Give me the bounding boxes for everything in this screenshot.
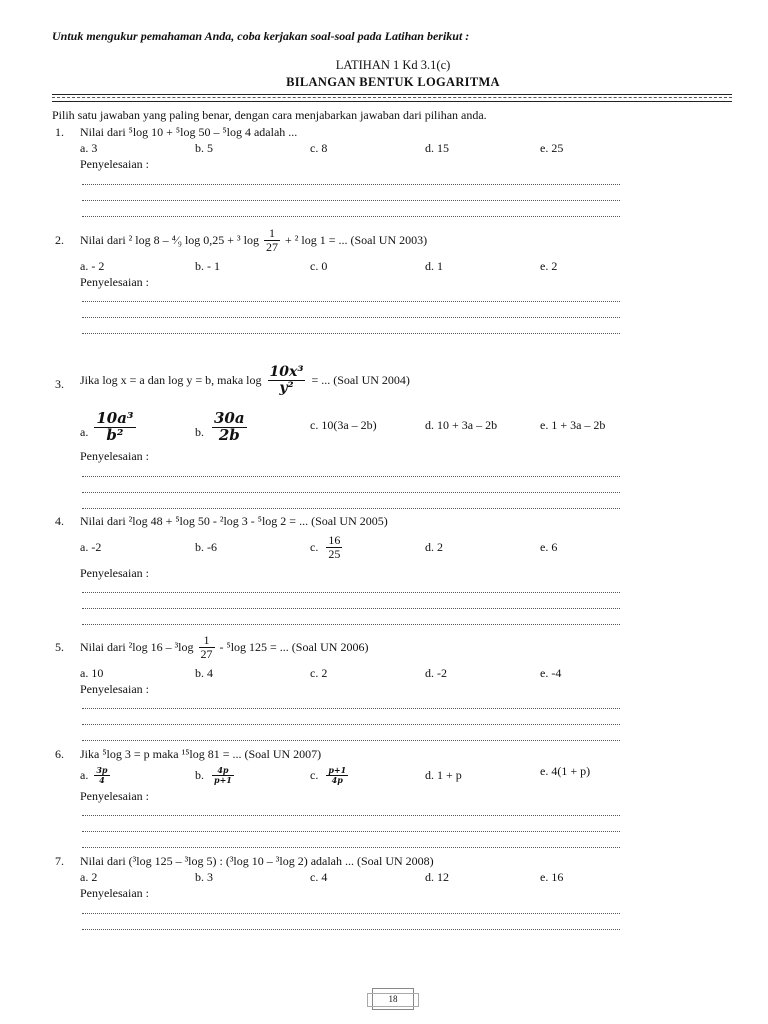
option-e: e. 16 — [540, 870, 564, 884]
option-b — [195, 762, 234, 788]
numerator: 1 — [264, 227, 280, 241]
option-c: c. 10(3a – 2b) — [310, 418, 377, 432]
option-b: b. 3 — [195, 870, 213, 884]
answer-line — [82, 333, 620, 334]
question-text-end: - ⁵log 125 = ... (Soal UN 2006) — [219, 639, 369, 654]
question-text: Jika ⁵log 3 = p maka ¹⁵log 81 = ... (Soal UN 2007) — [80, 747, 322, 761]
question-text: Nilai dari ²log 48 + ⁵log 50 - ²log 3 - ⁵log 2 = ... (Soal UN 2005) — [80, 514, 388, 528]
answer-line — [82, 847, 620, 848]
denominator: p+1 — [214, 774, 232, 785]
page-number: 18 — [372, 988, 414, 1010]
double-divider — [52, 94, 732, 102]
numerator: 3p — [96, 765, 108, 776]
numerator: 10x³ — [269, 363, 304, 380]
option-a — [80, 406, 136, 448]
answer-line — [82, 476, 620, 477]
fraction — [212, 766, 234, 784]
question-text-start: Nilai dari ²log 16 – ³log — [80, 639, 194, 654]
option-d: d. 12 — [425, 870, 449, 884]
option-d: d. 15 — [425, 141, 449, 155]
fraction — [326, 766, 348, 784]
answer-line — [82, 301, 620, 302]
option-c: c. 8 — [310, 141, 328, 155]
fraction — [212, 408, 247, 444]
option-b-letter: b. — [195, 424, 204, 439]
numerator: 16 — [328, 532, 341, 547]
option-b — [195, 406, 247, 448]
solution-label: Penyelesaian : — [80, 449, 149, 463]
answer-line — [82, 216, 620, 217]
numerator: 10a³ — [96, 408, 134, 427]
denominator: 4p — [331, 774, 343, 785]
solution-label: Penyelesaian : — [80, 566, 149, 580]
question-text-end: + ² log 1 = ... (Soal UN 2003) — [285, 232, 428, 247]
option-a: a. -2 — [80, 540, 102, 554]
option-e: e. 1 + 3a – 2b — [540, 418, 606, 432]
question-text — [80, 630, 368, 664]
fraction — [94, 766, 109, 784]
denominator: 4 — [99, 774, 105, 785]
option-e: e. 6 — [540, 540, 558, 554]
question-number: 3. — [55, 377, 64, 391]
answer-line — [82, 317, 620, 318]
option-b: b. -6 — [195, 540, 217, 554]
answer-line — [82, 624, 620, 625]
solution-label: Penyelesaian : — [80, 886, 149, 900]
option-e: e. 2 — [540, 259, 558, 273]
exercise-subtitle: BILANGAN BENTUK LOGARITMA — [286, 75, 500, 89]
solution-label: Penyelesaian : — [80, 682, 149, 696]
option-e: e. 4(1 + p) — [540, 764, 591, 778]
answer-line — [82, 708, 620, 709]
numerator: 1 — [199, 634, 215, 648]
question-text: Nilai dari ⁵log 10 + ⁵log 50 – ⁵log 4 adalah ... — [80, 125, 298, 139]
option-a: a. 3 — [80, 141, 98, 155]
option-d: d. 2 — [425, 540, 443, 554]
answer-line — [82, 508, 620, 509]
question-number: 1. — [55, 125, 64, 139]
question-text — [80, 356, 410, 404]
option-d: d. 1 — [425, 259, 443, 273]
denominator: 2b — [218, 425, 240, 444]
answer-line — [82, 929, 620, 930]
answer-line — [82, 608, 620, 609]
question-number: 6. — [55, 747, 64, 761]
question-number: 2. — [55, 233, 64, 247]
instruction-text: Pilih satu jawaban yang paling benar, dengan cara menjabarkan jawaban dari pilihan anda. — [52, 108, 487, 122]
answer-line — [82, 831, 620, 832]
option-c: c. 0 — [310, 259, 328, 273]
question-text — [80, 220, 427, 260]
numerator: 30a — [214, 408, 245, 427]
option-a — [80, 762, 110, 788]
question-number: 7. — [55, 854, 64, 868]
answer-line — [82, 724, 620, 725]
option-b: b. - 1 — [195, 259, 220, 273]
solution-label: Penyelesaian : — [80, 789, 149, 803]
option-c: c. 2 — [310, 666, 328, 680]
numerator: p+1 — [328, 765, 347, 776]
answer-line — [82, 913, 620, 914]
denominator: 27 — [200, 646, 213, 661]
denominator: b² — [106, 425, 124, 444]
exercise-title: LATIHAN 1 Kd 3.1(c) — [335, 58, 451, 72]
option-c: c. 4 — [310, 870, 328, 884]
option-d: d. -2 — [425, 666, 447, 680]
answer-line — [82, 492, 620, 493]
option-a: a. 10 — [80, 666, 104, 680]
numerator: 4p — [212, 766, 234, 775]
option-e: e. -4 — [540, 666, 562, 680]
option-b-letter: b. — [195, 767, 204, 782]
option-a-letter: a. — [80, 767, 89, 782]
option-a: a. 2 — [80, 870, 98, 884]
option-d: d. 1 + p — [425, 768, 462, 782]
question-number: 4. — [55, 514, 64, 528]
option-b: b. 4 — [195, 666, 213, 680]
answer-line — [82, 815, 620, 816]
intro-text: Untuk mengukur pemahaman Anda, coba kerjakan soal-soal pada Latihan berikut : — [52, 29, 470, 43]
fraction — [94, 408, 135, 444]
option-d: d. 10 + 3a – 2b — [425, 418, 498, 432]
answer-line — [82, 740, 620, 741]
denominator: 25 — [328, 546, 341, 561]
denominator: 27 — [266, 239, 278, 254]
option-c — [310, 762, 348, 788]
option-c-letter: c. — [310, 539, 319, 554]
question-text-start: Jika log x = a dan log y = b, maka log — [80, 372, 262, 387]
answer-line — [82, 200, 620, 201]
fraction — [199, 634, 215, 660]
question-text-end: = ... (Soal UN 2004) — [311, 372, 410, 387]
question-number: 5. — [55, 640, 64, 654]
denominator: y² — [279, 379, 294, 396]
option-c-letter: c. — [310, 767, 319, 782]
option-e: e. 25 — [540, 141, 564, 155]
answer-line — [82, 184, 620, 185]
question-text: Nilai dari (³log 125 – ³log 5) : (³log 10 – ³log 2) adalah ... (Soal UN 2008) — [80, 854, 434, 868]
option-b: b. 5 — [195, 141, 213, 155]
option-c — [310, 530, 342, 564]
fraction — [268, 365, 306, 395]
option-a-letter: a. — [80, 424, 89, 439]
question-text-start: Nilai dari ² log 8 – ⁴⁄₉ log 0,25 + ³ log — [80, 232, 259, 247]
solution-label: Penyelesaian : — [80, 157, 149, 171]
option-a: a. - 2 — [80, 259, 105, 273]
solution-label: Penyelesaian : — [80, 275, 149, 289]
fraction — [326, 534, 342, 560]
answer-line — [82, 592, 620, 593]
fraction — [264, 227, 280, 253]
